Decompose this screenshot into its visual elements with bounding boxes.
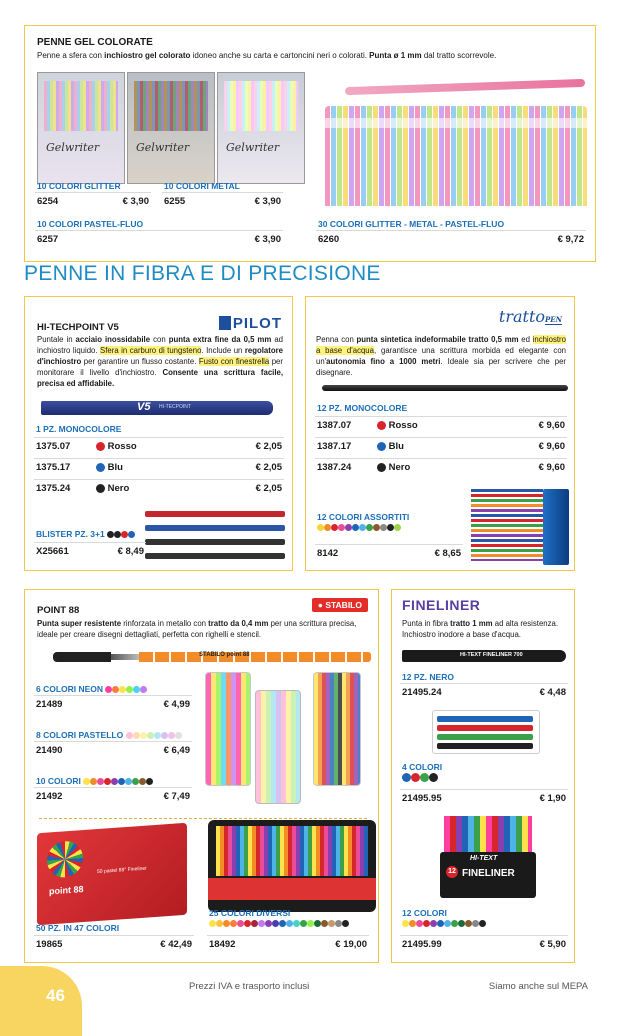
tratto-logo: trattoPEN <box>498 307 562 326</box>
fineliner-row-1: 21495.24 € 4,48 <box>400 683 568 701</box>
stabilo-label-neon: 6 COLORI NEON <box>36 684 147 694</box>
stabilo-wallet-10 <box>313 672 361 786</box>
stabilo-25-dots <box>209 918 349 928</box>
fineliner-logo: FINELINER <box>402 597 481 613</box>
gel-pen-single <box>345 79 585 95</box>
fineliner-label-12nero: 12 PZ. NERO <box>402 672 454 682</box>
pilot-box <box>24 296 293 571</box>
gel-pens-fan <box>325 106 587 206</box>
pilot-pen-image: V5 HI-TECPOINT <box>41 401 273 415</box>
fineliner-row-3: 21495.99 € 5,90 <box>400 935 568 953</box>
gel-box-metal <box>127 72 215 184</box>
pilot-row-3: 1375.24 Nero € 2,05 <box>34 479 284 497</box>
pilot-label: 1 PZ. MONOCOLORE <box>36 424 122 434</box>
stabilo-label-50: 50 PZ. IN 47 COLORI <box>36 923 120 933</box>
page-number-tab <box>0 966 82 1036</box>
gel-row-6254: 6254 € 3,90 <box>35 192 151 210</box>
fineliner-label-12: 12 COLORI <box>402 908 486 928</box>
stabilo-pen-image: STABILO point 88 <box>53 652 373 662</box>
tratto-pack <box>543 489 569 565</box>
red-dot <box>121 531 128 538</box>
fineliner-12-pack: HI-TEXT 12 FINELINER <box>440 816 536 900</box>
blue-dot <box>377 442 386 451</box>
gel-box-brand: Gelwriter <box>136 141 190 154</box>
pilot-logo-icon <box>219 316 231 330</box>
fineliner-pen-image: HI-TEXT FINELINER 700 <box>402 650 566 662</box>
footer-right: Siamo anche sul MEPA <box>488 981 588 992</box>
tratto-assorted-pens <box>471 489 543 561</box>
red-dot <box>377 421 386 430</box>
tratto-row-1: 1387.07 Rosso € 9,60 <box>315 416 567 434</box>
gel-row-6255: 6255 € 3,90 <box>162 192 283 210</box>
stabilo-box <box>24 589 379 963</box>
stabilo-tin: point 88 50 pastel 88° Fineliner <box>37 823 187 925</box>
gel-title: PENNE GEL COLORATE <box>37 37 153 48</box>
gel-row-6257: 6257 € 3,90 <box>35 230 283 248</box>
stabilo-row-19865: 19865 € 42,49 <box>34 935 194 953</box>
stabilo-wallet-neon <box>205 672 251 786</box>
gel-label-30: 30 COLORI GLITTER - METAL - PASTEL-FLUO <box>318 219 505 229</box>
blue-dot <box>96 463 105 472</box>
stabilo-row-18492: 18492 € 19,00 <box>207 935 369 953</box>
stabilo-logo: ● STABILO <box>312 598 368 612</box>
fineliner-row-2: 21495.95 € 1,90 <box>400 789 568 807</box>
tratto-color-dots <box>317 522 409 532</box>
stabilo-label-25: 25 COLORI DIVERSI <box>209 908 349 928</box>
tratto-pen-image <box>322 385 568 391</box>
pilot-logo: PILOT <box>219 315 282 332</box>
tratto-label: 12 PZ. MONOCOLORE <box>317 403 408 413</box>
stabilo-row-21490: 21490 € 6,49 <box>34 741 192 759</box>
fineliner-box <box>391 589 575 963</box>
stabilo-swan-icon: ● <box>317 600 323 610</box>
tratto-assorted-label: 12 COLORI ASSORTITI <box>317 512 409 532</box>
pilot-row-2: 1375.17 Blu € 2,05 <box>34 458 284 476</box>
section-title: PENNE IN FIBRA E DI PRECISIONE <box>24 262 381 285</box>
pilot-title: HI-TECHPOINT V5 <box>37 322 119 333</box>
tratto-box <box>305 296 575 571</box>
gel-label-glitter: 10 COLORI GLITTER <box>37 181 121 191</box>
black-dot <box>377 463 386 472</box>
stabilo-wallet-pastel <box>255 690 301 804</box>
gel-box-glitter <box>37 72 125 184</box>
gel-row-6260: 6260 € 9,72 <box>316 230 586 248</box>
footer-center: Prezzi IVA e trasporto inclusi <box>189 981 310 992</box>
pilot-blister-label: BLISTER PZ. 3+1 <box>36 529 135 539</box>
tratto-row-3: 1387.24 Nero € 9,60 <box>315 458 567 476</box>
fineliner-description: Punta in fibra tratto 1 mm ad alta resistenza. Inchiostro inodore a base d'acqua. <box>402 619 559 639</box>
stabilo-row-21492: 21492 € 7,49 <box>34 787 192 805</box>
tratto-assorted-row: 8142 € 8,65 <box>315 544 463 562</box>
fineliner-4-pens <box>432 710 540 754</box>
black-dot <box>107 531 114 538</box>
gel-description: Penne a sfera con inchiostro gel colorato idoneo anche su carta e cartoncini neri o colorati. Punta ø 1 mm dal tratto scorrevole. <box>37 51 497 60</box>
stabilo-title: POINT 88 <box>37 605 80 616</box>
stabilo-description: Punta super resistente rinforzata in metallo con tratto da 0,4 mm per una scrittura precisa, ideale per creare disegni dettagliati, perfetta con righelli e stencil. <box>37 619 357 639</box>
fineliner-label-4: 4 COLORI <box>402 762 442 782</box>
gel-box-brand: Gelwriter <box>46 141 100 154</box>
gel-pens-box <box>24 25 596 262</box>
stabilo-label-10: 10 COLORI <box>36 776 153 786</box>
gel-label-pastel: 10 COLORI PASTEL-FLUO <box>37 219 144 229</box>
stabilo-label-pastel: 8 COLORI PASTELLO <box>36 730 182 740</box>
stabilo-row-21489: 21489 € 4,99 <box>34 695 192 713</box>
tratto-description: Penna con punta sintetica indeformabile tratto 0,5 mm ed inchiostro a base d'acqua, garantisce una scrittura morbida ed elegante con un'autonomia fino a 1000 metri. Ideale sia per scrivere che per disegnare. <box>316 335 566 377</box>
pilot-description: Puntale in acciaio inossidabile con punta extra fine da 0,5 mm ad inchiostro liquido. Sfera in carburo di tungsteno. Include un regolatore d'inchiostro per garantire un flusso costante. Fusto con finestrella per monitorare il livello d'inchiostro. Consente una scrittura facile, precisa ed affidabile. <box>37 335 284 388</box>
stabilo-divider <box>39 818 367 819</box>
gel-box-brand: Gelwriter <box>226 141 280 154</box>
blue-dot <box>128 531 135 538</box>
gel-box-pastel <box>217 72 305 184</box>
gel-label-metal: 10 COLORI METAL <box>164 181 240 191</box>
black-dot <box>114 531 121 538</box>
page-number: 46 <box>46 986 65 1005</box>
pilot-row-1: 1375.07 Rosso € 2,05 <box>34 437 284 455</box>
stabilo-roll <box>208 820 376 912</box>
red-dot <box>96 442 105 451</box>
tratto-row-2: 1387.17 Blu € 9,60 <box>315 437 567 455</box>
black-dot <box>96 484 105 493</box>
pilot-blister-row: X25661 € 8,49 <box>34 542 146 560</box>
